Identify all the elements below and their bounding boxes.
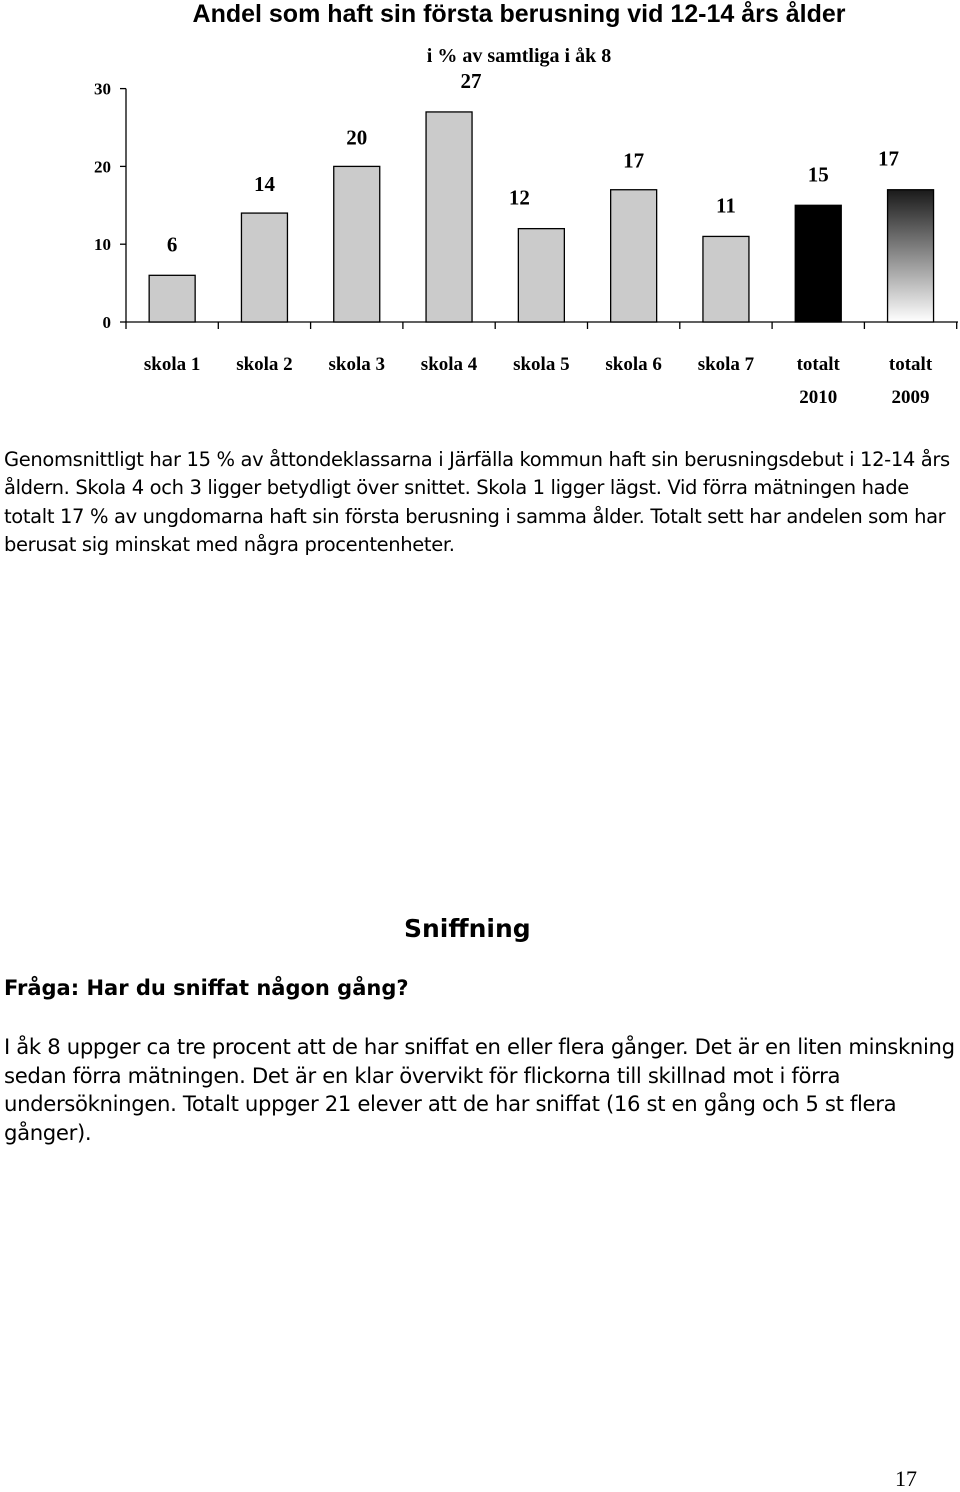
bar-data-label: 11 xyxy=(716,193,736,218)
chart-subtitle: i % av samtliga i åk 8 xyxy=(426,45,612,67)
y-tick-label: 10 xyxy=(94,235,111,255)
y-tick-label: 20 xyxy=(94,157,111,177)
bar xyxy=(334,166,380,322)
category-label: skola 2 xyxy=(236,354,293,375)
chart-title: Andel som haft sin första berusning vid 12-14 års ålder xyxy=(192,0,846,28)
bar xyxy=(426,112,472,322)
bar xyxy=(611,190,657,322)
section-heading: Sniffning xyxy=(404,914,531,943)
category-label: skola 7 xyxy=(697,354,755,375)
bar-data-label: 6 xyxy=(166,232,178,257)
category-label: 2010 xyxy=(799,387,838,408)
bar xyxy=(795,205,841,322)
bar-chart xyxy=(0,0,960,420)
page-number: 17 xyxy=(895,1466,917,1491)
bar xyxy=(888,190,934,322)
summary-paragraph: Genomsnittligt har 15 % av åttondeklassarna i Järfälla kommun haft sin berusningsdebut i 12-14 års åldern. Skola 4 och 3 ligger betydligt över snittet. Skola 1 ligger lägst. Vid förra mätningen hade totalt 17 % av ungdomarna haft sin första berusning i samma ålder. Totalt sett har andelen som har berusat sig minskat med några procentenheter. xyxy=(4,448,950,556)
y-tick-label: 30 xyxy=(94,79,111,99)
sniff-paragraph: I åk 8 uppger ca tre procent att de har sniffat en eller flera gånger. Det är en liten minskning sedan förra mätningen. Det är en klar övervikt för flickorna till skillnad mot i förra undersökningen. Totalt uppger 21 elever att de har sniffat (16 st en gång och 5 st flera gånger). xyxy=(4,1034,955,1145)
category-label: skola 1 xyxy=(143,354,201,375)
bar-data-label: 15 xyxy=(807,162,829,187)
bar-data-label: 12 xyxy=(508,185,530,210)
bar xyxy=(703,236,749,322)
category-label: skola 5 xyxy=(513,354,570,375)
bar-data-label: 17 xyxy=(878,146,900,171)
category-label: skola 6 xyxy=(605,354,662,375)
y-tick-label: 0 xyxy=(102,313,111,332)
bar xyxy=(149,275,195,322)
bar xyxy=(241,213,287,322)
bar-data-label: 20 xyxy=(346,125,368,150)
category-label: skola 3 xyxy=(328,354,385,375)
question-label: Fråga: Har du sniffat någon gång? xyxy=(4,976,409,1000)
bar-data-label: 17 xyxy=(623,148,645,173)
bar xyxy=(518,229,564,322)
bar-data-label: 14 xyxy=(253,172,275,197)
category-label: totalt xyxy=(888,354,933,375)
bar-data-label: 27 xyxy=(460,68,482,93)
chart-bars xyxy=(149,112,933,322)
category-label: skola 4 xyxy=(420,354,478,375)
category-label: 2009 xyxy=(891,387,930,408)
chart-category-labels xyxy=(144,354,933,408)
category-label: totalt xyxy=(796,354,840,375)
